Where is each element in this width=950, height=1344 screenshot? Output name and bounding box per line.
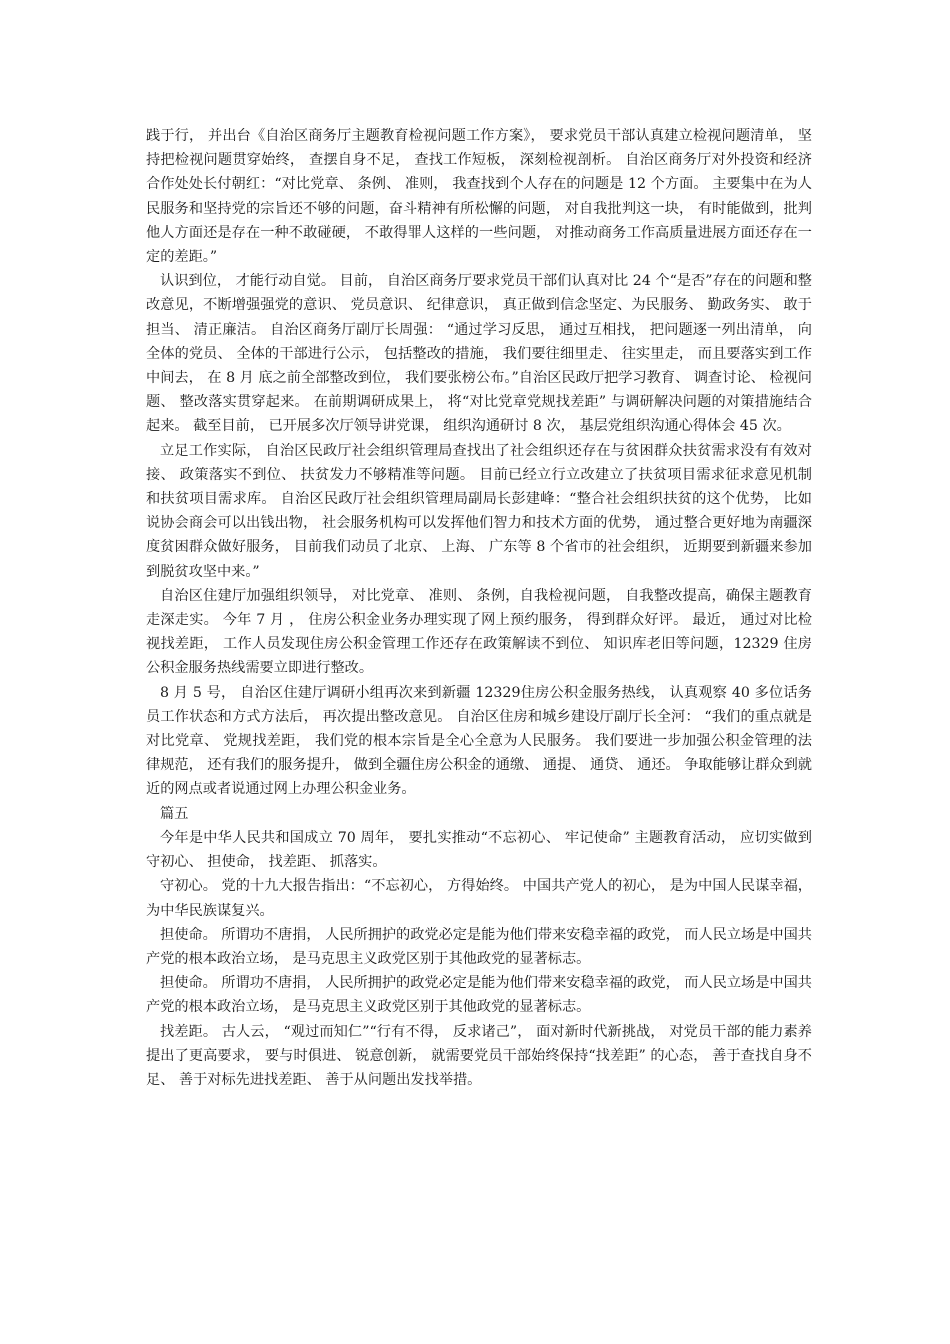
paragraph-1: 践于行， 并出台《自治区商务厅主题教育检视问题工作方案》， 要求党员干部认真建立检视问题清单， 坚持把检视问题贯穿始终， 查摆自身不足， 查找工作短板， 深刻检视剖析。 自治区商务厅对外投资和经济合作处处长付朝红：“对比党章、 条例、 准则， 我查找到个人存在的问题是 12 个方面。 主要集中在为人民服务和坚持党的宗旨还不够的问题，奋斗精神有所松懈的问题， 对自我批判这一块， 有时能做到，批判他人方面还是存在一种不敢碰硬， 不敢得罪人这样的一些问题， 对推动商务工作高质量进展方面还存在一定的差距。” xyxy=(146,128,812,266)
paragraph-5: 8 月 5 号， 自治区住建厅调研小组再次来到新疆 12329住房公积金服务热线， 认真观察 40 多位话务员工作状态和方式方法后， 再次提出整改意见。 自治区住房和城乡建设厅副厅长全河： “我们的重点就是对比党章、 党规找差距， 我们党的根本宗旨是全心全意为人民服务。 我们要进一步加强公积金管理的法律规范， 还有我们的服务提升， 做到全疆住房公积金的通缴、 通提、 通贷、 通还。 争取能够让群众到就近的网点或者说通过网上办理公积金业务。 xyxy=(146,684,812,798)
section-heading: 篇五 xyxy=(160,805,189,822)
paragraph-3: 立足工作实际， 自治区民政厅社会组织管理局查找出了社会组织还存在与贫困群众扶贫需求没有有效对接、 政策落实不到位、 扶贫发力不够精准等问题。 目前已经立行立改建立了扶贫项目需求征求意见机制和扶贫项目需求库。 自治区民政厅社会组织管理局副局长彭建峰：“整合社会组织扶贫的这个优势， 比如说协会商会可以出钱出物， 社会服务机构可以发挥他们智力和技术方面的优势， 通过整合更好地为南疆深度贫困群众做好服务， 目前我们动员了北京、 上海、 广东等 8 个省市的社会组织， 近期要到新疆来参加到脱贫攻坚中来。” xyxy=(146,442,812,580)
paragraph-4: 自治区住建厅加强组织领导， 对比党章、 准则、 条例，自我检视问题， 自我整改提高，确保主题教育走深走实。 今年 7 月 ， 住房公积金业务办理实现了网上预约服务， 得到群众好评。 最近， 通过对比检视找差距， 工作人员发现住房公积金管理工作还存在政策解读不到位、 知识库老旧等问题，12329 住房公积金服务热线需要立即进行整改。 xyxy=(146,587,812,677)
paragraph-9: 担使命。 所谓功不唐捐， 人民所拥护的政党必定是能为他们带来安稳幸福的政党， 而人民立场是中国共产党的根本政治立场， 是马克思主义政党区别于其他政党的显著标志。 xyxy=(146,975,812,1016)
paragraph-7: 守初心。 党的十九大报告指出：“不忘初心， 方得始终。 中国共产党人的初心， 是为中国人民谋幸福， 为中华民族谋复兴。 xyxy=(146,878,812,919)
paragraph-8: 担使命。 所谓功不唐捐， 人民所拥护的政党必定是能为他们带来安稳幸福的政党， 而人民立场是中国共产党的根本政治立场， 是马克思主义政党区别于其他政党的显著标志。 xyxy=(146,926,812,967)
document-body xyxy=(146,124,812,1092)
paragraph-2: 认识到位， 才能行动自觉。 目前， 自治区商务厅要求党员干部们认真对比 24 个“是否”存在的问题和整改意见，不断增强强党的意识、 党员意识、 纪律意识， 真正做到信念坚定、为民服务、 勤政务实、 敢于担当、 清正廉洁。 自治区商务厅副厅长周强： “通过学习反思， 通过互相找， 把问题逐一列出清单， 向全体的党员、 全体的干部进行公示， 包括整改的措施， 我们要往细里走、 往实里走， 而且要落实到工作中间去， 在 8 月 底之前全部整改到位， 我们要张榜公布。”自治区民政厅把学习教育、 调查讨论、 检视问题、 整改落实贯穿起来。 在前期调研成果上， 将“对比党章党规找差距” 与调研解决问题的对策措施结合起来。 截至目前， 已开展多次厅领导讲党课， 组织沟通研讨 8 次， 基层党组织沟通心得体会 45 次。 xyxy=(146,273,812,435)
paragraph-6: 今年是中华人民共和国成立 70 周年， 要扎实推动“不忘初心、 牢记使命” 主题教育活动， 应切实做到守初心、 担使命， 找差距、 抓落实。 xyxy=(146,829,812,871)
paragraph-10: 找差距。 古人云， “观过而知仁”“行有不得， 反求诸己”， 面对新时代新挑战， 对党员干部的能力素养提出了更高要求， 要与时俱进、 锐意创新， 就需要党员干部始终保持“找差距” 的心态， 善于查找自身不足、 善于对标先进找差距、 善于从问题出发找举措。 xyxy=(146,1023,812,1088)
